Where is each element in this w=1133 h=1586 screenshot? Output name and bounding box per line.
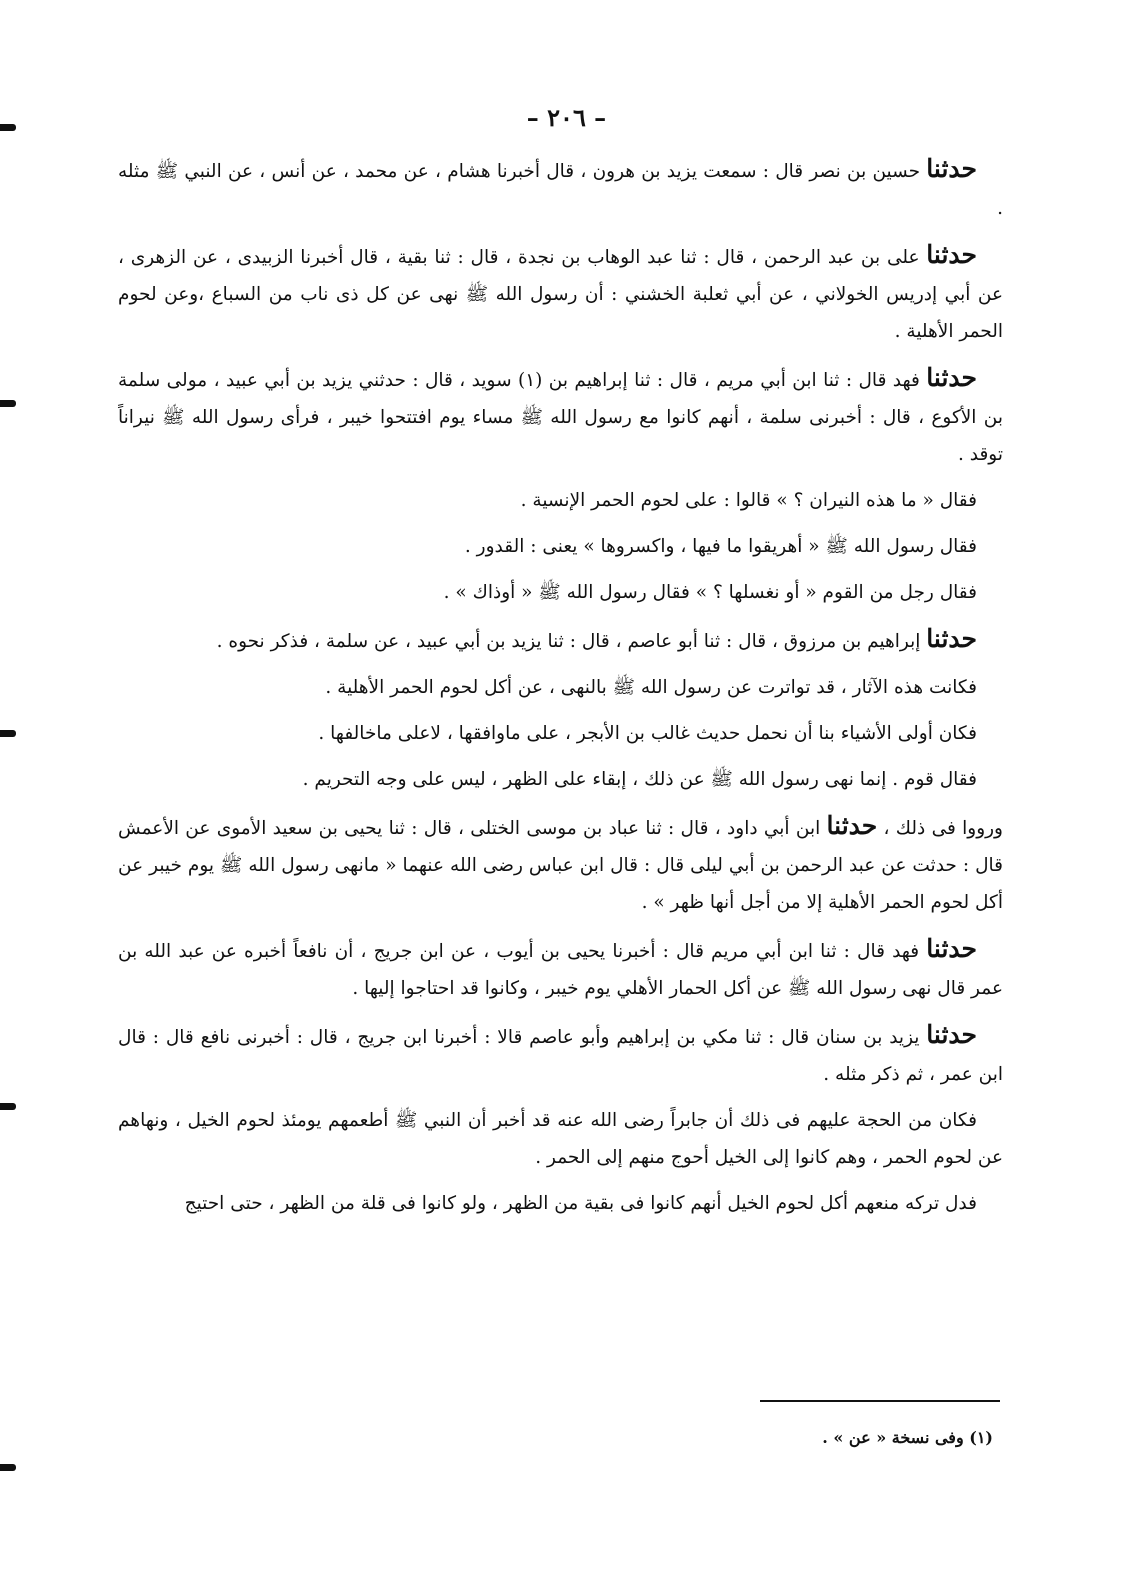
paragraph-text: ابن أبي داود ، قال : ثنا عباد بن موسى الختلى ، قال : ثنا يحيى بن سعيد الأموى عن الأعمش قال : حدثت عن عبد الرحمن بن أبي ليلى قال : قال ابن عباس رضى الله عنهما « مانهى رسول الله ﷺ يوم خيبر عن أكل لحوم الحمر الأهلية إلا من أجل أنها ظهر » . [118,818,1003,913]
paragraph-text: فقال قوم . إنما نهى رسول الله ﷺ عن ذلك ، إبقاء على الظهر ، ليس على وجه التحريم . [302,769,977,790]
paragraph-text: فدل تركه منعهم أكل لحوم الخيل أنهم كانوا فى بقية من الظهر ، ولو كانوا فى قلة من الظهر ، حتى احتيج [184,1193,977,1214]
paragraph [118,715,1003,752]
scan-edge-mark [0,400,16,407]
paragraph-text: فقال رجل من القوم « أو نغسلها ؟ » فقال رسول الله ﷺ « أوذاك » . [443,582,977,603]
footnote-divider [760,1400,1000,1402]
scan-edge-mark [0,730,16,737]
paragraph [118,620,1003,660]
scan-edge-mark [0,1464,16,1471]
paragraph-text: فكان من الحجة عليهم فى ذلك أن جابراً رضى الله عنه قد أخبر أن النبي ﷺ أطعمهم يومئذ لحوم الخيل ، ونهاهم عن لحوم الحمر ، وهم كانوا إلى الخيل أحوج منهم إلى الحمر . [118,1110,1003,1168]
paragraph [118,150,1003,227]
hadith-opener: حدثنا [926,363,977,392]
paragraph [118,761,1003,798]
paragraph [118,482,1003,519]
paragraph-text: فهد قال : ثنا ابن أبي مريم ، قال : ثنا إبراهيم بن (١) سويد ، قال : حدثني يزيد بن أبي عبيد ، مولى سلمة بن الأكوع ، قال : أخبرنى سلمة ، أنهم كانوا مع رسول الله ﷺ مساء يوم افتتحوا خيبر ، فرأى رسول الله ﷺ نيراناً توقد . [118,370,1003,465]
paragraph-text: فكان أولى الأشياء بنا أن نحمل حديث غالب بن الأبجر ، على ماوافقها ، لاعلى ماخالفها . [318,723,977,744]
paragraph-text: يزيد بن سنان قال : ثنا مكي بن إبراهيم وأبو عاصم قالا : أخبرنا ابن جريج ، قال : أخبرنى نافع قال : قال ابن عمر ، ثم ذكر مثله . [118,1027,1003,1085]
page-number: – ٢٠٦ – [526,103,607,132]
paragraph [118,1016,1003,1093]
paragraph [118,1185,1003,1222]
paragraph-lead-text: ورووا فى ذلك ، [877,818,1003,839]
paragraph-text: فكانت هذه الآثار ، قد تواترت عن رسول الله ﷺ بالنهى ، عن أكل لحوم الحمر الأهلية . [325,677,977,698]
paragraph-text: فقال « ما هذه النيران ؟ » قالوا : على لحوم الحمر الإنسية . [520,490,977,511]
hadith-opener: حدثنا [926,1020,977,1049]
paragraph [118,528,1003,565]
paragraph [118,807,1003,921]
paragraph-text: إبراهيم بن مرزوق ، قال : ثنا أبو عاصم ، قال : ثنا يزيد بن أبي عبيد ، عن سلمة ، فذكر نحوه . [216,631,927,652]
hadith-opener: حدثنا [926,154,977,183]
hadith-opener: حدثنا [826,811,878,840]
hadith-opener: حدثنا [926,934,977,963]
paragraph-text: على بن عبد الرحمن ، قال : ثنا عبد الوهاب بن نجدة ، قال : ثنا بقية ، قال أخبرنا الزبيدى ، عن الزهرى ، عن أبي إدريس الخولاني ، عن أبي ثعلبة الخشني : أن رسول الله ﷺ نهى عن كل ذى ناب من السباع ،وعن لحوم الحمر الأهلية . [118,247,1003,342]
footnote: (١) وفى نسخة « عن » . [822,1428,993,1447]
paragraph-text: حسين بن نصر قال : سمعت يزيد بن هرون ، قال أخبرنا هشام ، عن محمد ، عن أنس ، عن النبي ﷺ مثله . [118,161,1003,219]
paragraph [118,1102,1003,1176]
paragraph [118,236,1003,350]
paragraph [118,930,1003,1007]
paragraph [118,574,1003,611]
paragraph [118,359,1003,473]
paragraph-text: فهد قال : ثنا ابن أبي مريم قال : أخبرنا يحيى بن أيوب ، عن ابن جريج ، أن نافعاً أخبره عن عبد الله بن عمر قال نهى رسول الله ﷺ عن أكل الحمار الأهلي يوم خيبر ، وكانوا قد احتاجوا إليها . [118,941,1003,999]
paragraph [118,669,1003,706]
body-text [118,150,1003,1231]
hadith-opener: حدثنا [926,624,977,653]
scan-edge-mark [0,1103,16,1110]
hadith-opener: حدثنا [926,240,977,269]
paragraph-text: فقال رسول الله ﷺ « أهريقوا ما فيها ، واكسروها » يعنى : القدور . [464,536,977,557]
